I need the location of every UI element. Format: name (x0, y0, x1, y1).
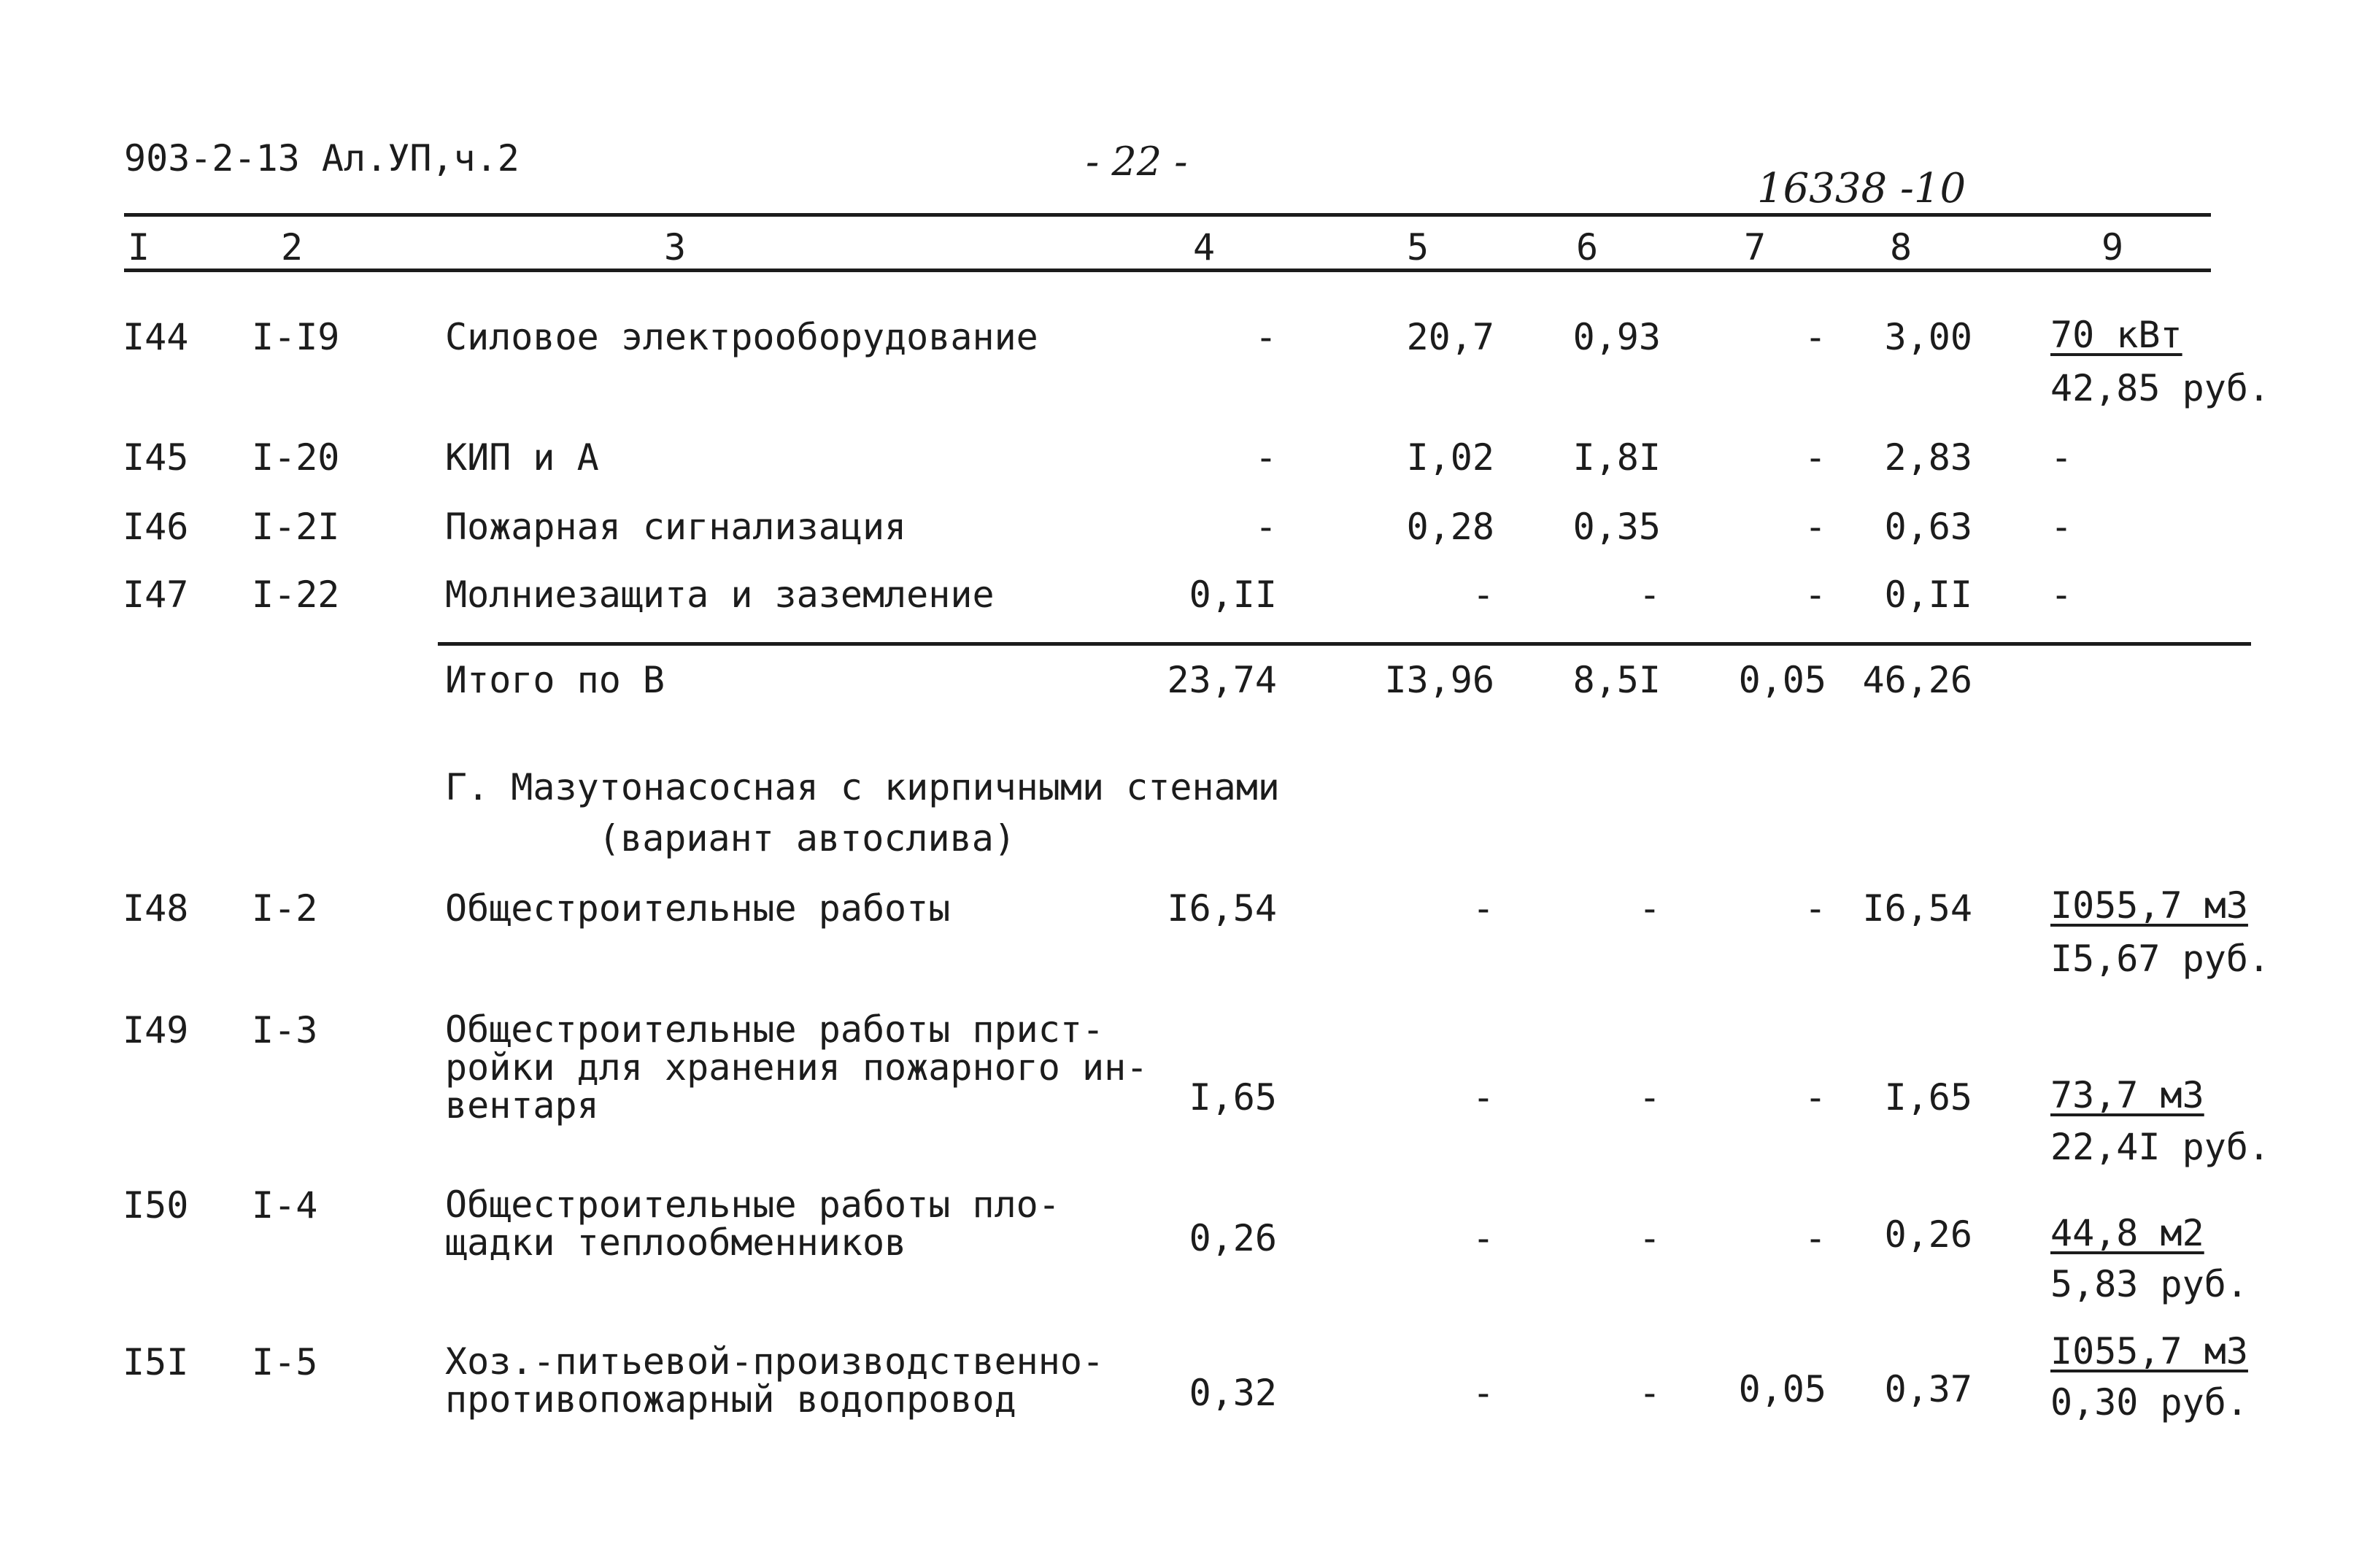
row-col9-quantity: - (2050, 436, 2073, 479)
row-col9-quantity: I055,7 м3 (2050, 1330, 2248, 1372)
row-name: КИП и А (445, 436, 599, 479)
row-col6: - (1638, 1076, 1661, 1119)
row-name: Общестроительные работы (445, 887, 951, 930)
row-reference: I-22 (252, 573, 340, 616)
section-subtitle: (вариант автослива) (598, 817, 1016, 860)
row-col5: - (1472, 1217, 1494, 1259)
column-header-8: 8 (1890, 226, 1912, 269)
header-top-rule (124, 213, 2211, 217)
column-header-3: 3 (664, 226, 687, 269)
row-number: I47 (123, 573, 189, 616)
column-header-1: I (128, 226, 150, 269)
row-col5: - (1472, 573, 1494, 616)
row-col4: I,65 (1189, 1076, 1277, 1119)
row-col4: 0,26 (1189, 1217, 1277, 1259)
header-bottom-rule (124, 269, 2211, 272)
total-label: Итого по В (445, 659, 665, 701)
row-col9-quantity: I055,7 м3 (2050, 884, 2248, 927)
row-number: I45 (123, 436, 189, 479)
row-col6: I,8I (1572, 436, 1661, 479)
inventory-number: 16338 -10 (1757, 165, 1966, 212)
row-reference: I-5 (252, 1341, 318, 1383)
column-header-9: 9 (2101, 226, 2124, 269)
document-code: 903-2-13 Ал.УП,ч.2 (124, 137, 520, 179)
row-col8: 0,63 (1884, 506, 1972, 548)
row-col4: - (1254, 316, 1277, 358)
column-header-2: 2 (281, 226, 304, 269)
row-col4: 0,II (1189, 573, 1277, 616)
row-col5: - (1472, 1372, 1494, 1414)
row-number: I48 (123, 887, 189, 930)
row-col8: 2,83 (1884, 436, 1972, 479)
row-name: Общестроительные работы пло- щадки теплообменников (445, 1183, 1060, 1264)
row-col5: 0,28 (1406, 506, 1494, 548)
row-reference: I-20 (252, 436, 340, 479)
row-col8: 0,II (1884, 573, 1972, 616)
row-col6: - (1638, 1217, 1661, 1259)
row-col7: - (1804, 887, 1826, 930)
row-col9-cost: 5,83 руб. (2050, 1263, 2248, 1305)
row-name: Общестроительные работы прист- ройки для хранения пожарного ин- вентаря (445, 1008, 1149, 1127)
row-col4: 0,32 (1189, 1372, 1277, 1414)
row-col9-quantity: - (2050, 506, 2073, 548)
row-col5: - (1472, 1076, 1494, 1119)
row-col7: - (1804, 316, 1826, 358)
row-col9-quantity: 44,8 м2 (2050, 1212, 2204, 1254)
row-col4: I6,54 (1167, 887, 1277, 930)
row-col7: - (1804, 436, 1826, 479)
row-col6: - (1638, 1372, 1661, 1414)
row-col8: 0,26 (1884, 1213, 1972, 1256)
total-col6: 8,5I (1572, 659, 1661, 701)
row-number: I44 (123, 316, 189, 358)
row-col5: - (1472, 887, 1494, 930)
row-reference: I-2I (252, 506, 340, 548)
row-number: I49 (123, 1009, 189, 1051)
row-col6: 0,35 (1572, 506, 1661, 548)
row-col5: I,02 (1406, 436, 1494, 479)
row-reference: I-2 (252, 887, 318, 930)
row-reference: I-I9 (252, 316, 340, 358)
column-header-7: 7 (1744, 226, 1767, 269)
total-col7: 0,05 (1738, 659, 1826, 701)
row-col7: - (1804, 1217, 1826, 1259)
row-col9-quantity: - (2050, 573, 2073, 616)
row-col7: - (1804, 506, 1826, 548)
row-col6: - (1638, 887, 1661, 930)
row-col9-cost: 0,30 руб. (2050, 1381, 2248, 1424)
total-col4: 23,74 (1167, 659, 1277, 701)
section-title: Г. Мазутонасосная с кирпичными стенами (445, 766, 1280, 808)
row-col8: 3,00 (1884, 316, 1972, 358)
row-col8: I6,54 (1862, 887, 1972, 930)
row-reference: I-4 (252, 1184, 318, 1227)
row-col5: 20,7 (1406, 316, 1494, 358)
row-name: Хоз.-питьевой-производственно- противопожарный водопровод (445, 1340, 1105, 1421)
row-col9-cost: 22,4I руб. (2050, 1126, 2271, 1168)
row-col6: - (1638, 573, 1661, 616)
column-header-5: 5 (1407, 226, 1429, 269)
row-col8: 0,37 (1884, 1368, 1972, 1410)
page-number: - 22 - (1086, 139, 1188, 185)
column-header-6: 6 (1576, 226, 1599, 269)
row-name: Силовое электрооборудование (445, 316, 1038, 358)
row-col7: - (1804, 1076, 1826, 1119)
row-col9-quantity: 73,7 м3 (2050, 1074, 2204, 1116)
row-name: Молниезащита и заземление (445, 573, 995, 616)
row-col9-cost: I5,67 руб. (2050, 938, 2271, 980)
row-col6: 0,93 (1572, 316, 1661, 358)
column-header-4: 4 (1193, 226, 1216, 269)
row-number: I5I (123, 1341, 189, 1383)
total-col8: 46,26 (1862, 659, 1972, 701)
row-number: I46 (123, 506, 189, 548)
row-col7: - (1804, 573, 1826, 616)
total-rule (438, 642, 2251, 646)
total-col5: I3,96 (1384, 659, 1494, 701)
row-col9-cost: 42,85 руб. (2050, 367, 2271, 409)
row-col8: I,65 (1884, 1076, 1972, 1119)
row-reference: I-3 (252, 1009, 318, 1051)
row-number: I50 (123, 1184, 189, 1227)
row-col9-quantity: 70 кВт (2050, 314, 2182, 356)
row-col7: 0,05 (1738, 1368, 1826, 1410)
row-col4: - (1254, 506, 1277, 548)
row-col4: - (1254, 436, 1277, 479)
row-name: Пожарная сигнализация (445, 506, 907, 548)
